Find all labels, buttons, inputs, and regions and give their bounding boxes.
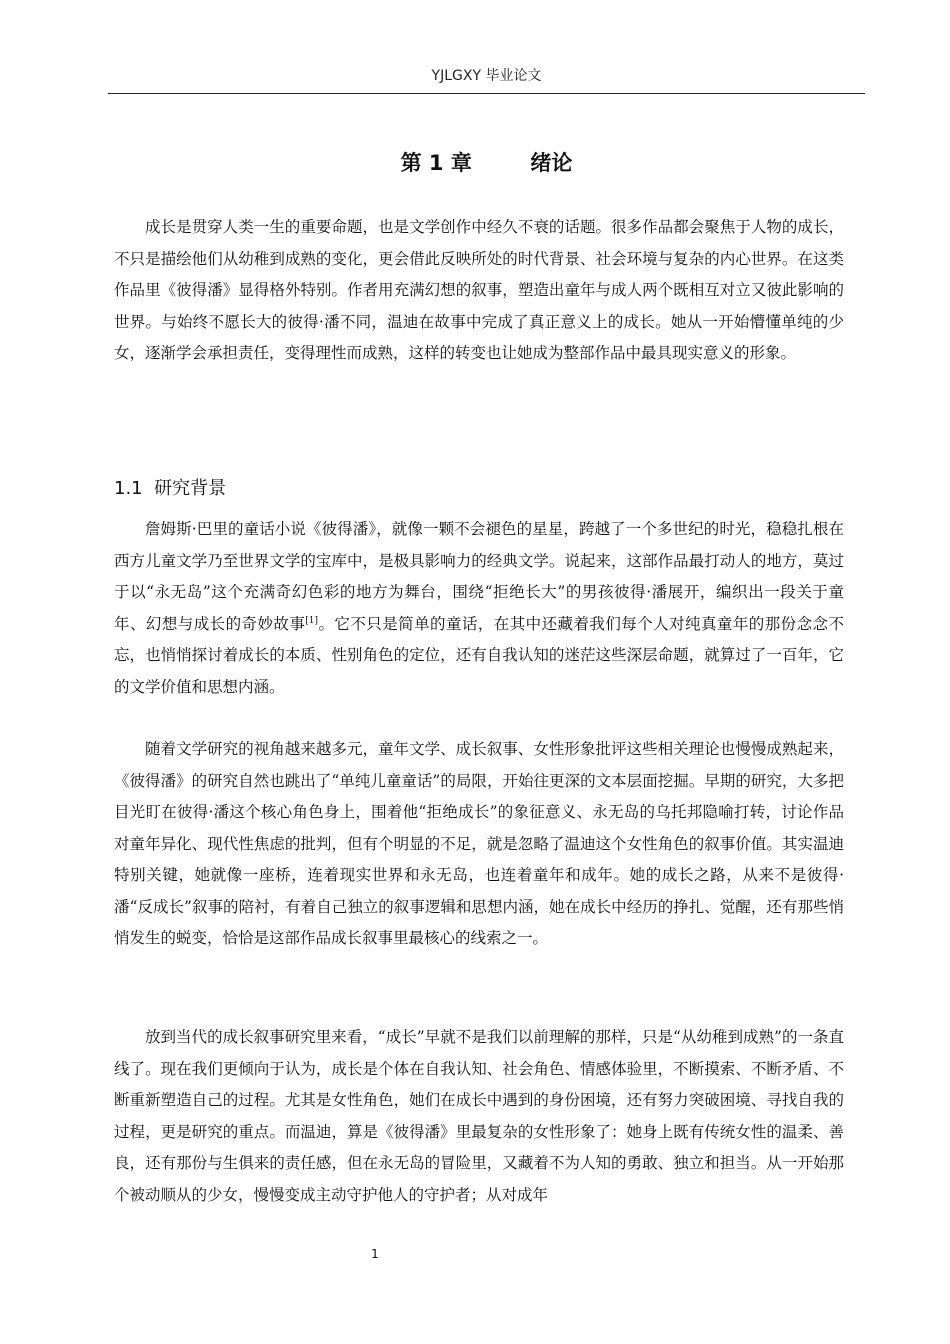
page-number: 1 <box>371 1247 379 1261</box>
background-paragraph-1-text: 詹姆斯·巴里的童话小说《彼得潘》，就像一颗不会褪色的星星，跨越了一个多世纪的时光，稳稳扎根在西方儿童文学乃至世界文学的宝库中，是极具影响力的经典文学。说起来，这部作品最打动人的地方，莫过于以“永无岛”这个充满奇幻色彩的地方为舞台，围绕“拒绝长大”的男孩彼得·潘展开，编织出一段关于童年、幻想与成长的奇妙故事 <box>114 520 844 633</box>
citation-marker[interactable]: [1] <box>305 615 319 626</box>
chapter-title: 第 1 章 绪论 <box>400 151 573 175</box>
background-paragraph-1 <box>114 514 844 703</box>
background-paragraph-1-continued: 。它不只是简单的童话，在其中还藏着我们每个人对纯真童年的那份念念不忘，也悄悄探讨着成长的本质、性别角色的定位，还有自我认知的迷茫这些深层命题，就算过了一百年，它的文学价值和思想内涵。 <box>114 614 844 696</box>
background-paragraph-2: 随着文学研究的视角越来越多元，童年文学、成长叙事、女性形象批评这些相关理论也慢慢成熟起来，《彼得潘》的研究自然也跳出了“单纯儿童童话”的局限，开始往更深的文本层面挖掘。早期的研究，大多把目光盯在彼得·潘这个核心角色身上，围着他“拒绝成长”的象征意义、永无岛的乌托邦隐喻打转，讨论作品对童年异化、现代性焦虑的批判，但有个明显的不足，就是忽略了温迪这个女性角色的叙事价值。其实温迪特别关键，她就像一座桥，连着现实世界和永无岛，也连着童年和成年。她的成长之路，从来不是彼得·潘“反成长”叙事的陪衬，有着自己独立的叙事逻辑和思想内涵，她在成长中经历的挣扎、觉醒，还有那些悄悄发生的蜕变，恰恰是这部作品成长叙事里最核心的线索之一。 <box>114 740 844 947</box>
background-paragraph-3: 放到当代的成长叙事研究里来看，“成长”早就不是我们以前理解的那样，只是“从幼稚到成熟”的一条直线了。现在我们更倾向于认为，成长是个体在自我认知、社会角色、情感体验里，不断摸索、不断矛盾、不断重新塑造自己的过程。尤其是女性角色，她们在成长中遇到的身份困境，还有努力突破困境、寻找自我的过程，更是研究的重点。而温迪，算是《彼得潘》里最复杂的女性形象了：她身上既有传统女性的温柔、善良，还有那份与生俱来的责任感，但在永无岛的冒险里，又藏着不为人知的勇敢、独立和担当。从一开始那个被动顺从的少女，慢慢变成主动守护他人的守护者；从对成年 <box>114 1028 844 1204</box>
running-header <box>108 66 865 94</box>
section-heading: 1.1 研究背景 <box>114 478 227 499</box>
intro-paragraph: 成长是贯穿人类一生的重要命题，也是文学创作中经久不衰的话题。很多作品都会聚焦于人物的成长，不只是描绘他们从幼稚到成熟的变化，更会借此反映所处的时代背景、社会环境与复杂的内心世界。在这类作品里《彼得潘》显得格外特别。作者用充满幻想的叙事，塑造出童年与成人两个既相互对立又彼此影响的世界。与始终不愿长大的彼得·潘不同，温迪在故事中完成了真正意义上的成长。她从一开始懵懂单纯的少女，逐渐学会承担责任，变得理性而成熟，这样的转变也让她成为整部作品中最具现实意义的形象。 <box>114 218 844 362</box>
running-header-text: YJLGXY 毕业论文 <box>431 68 542 84</box>
